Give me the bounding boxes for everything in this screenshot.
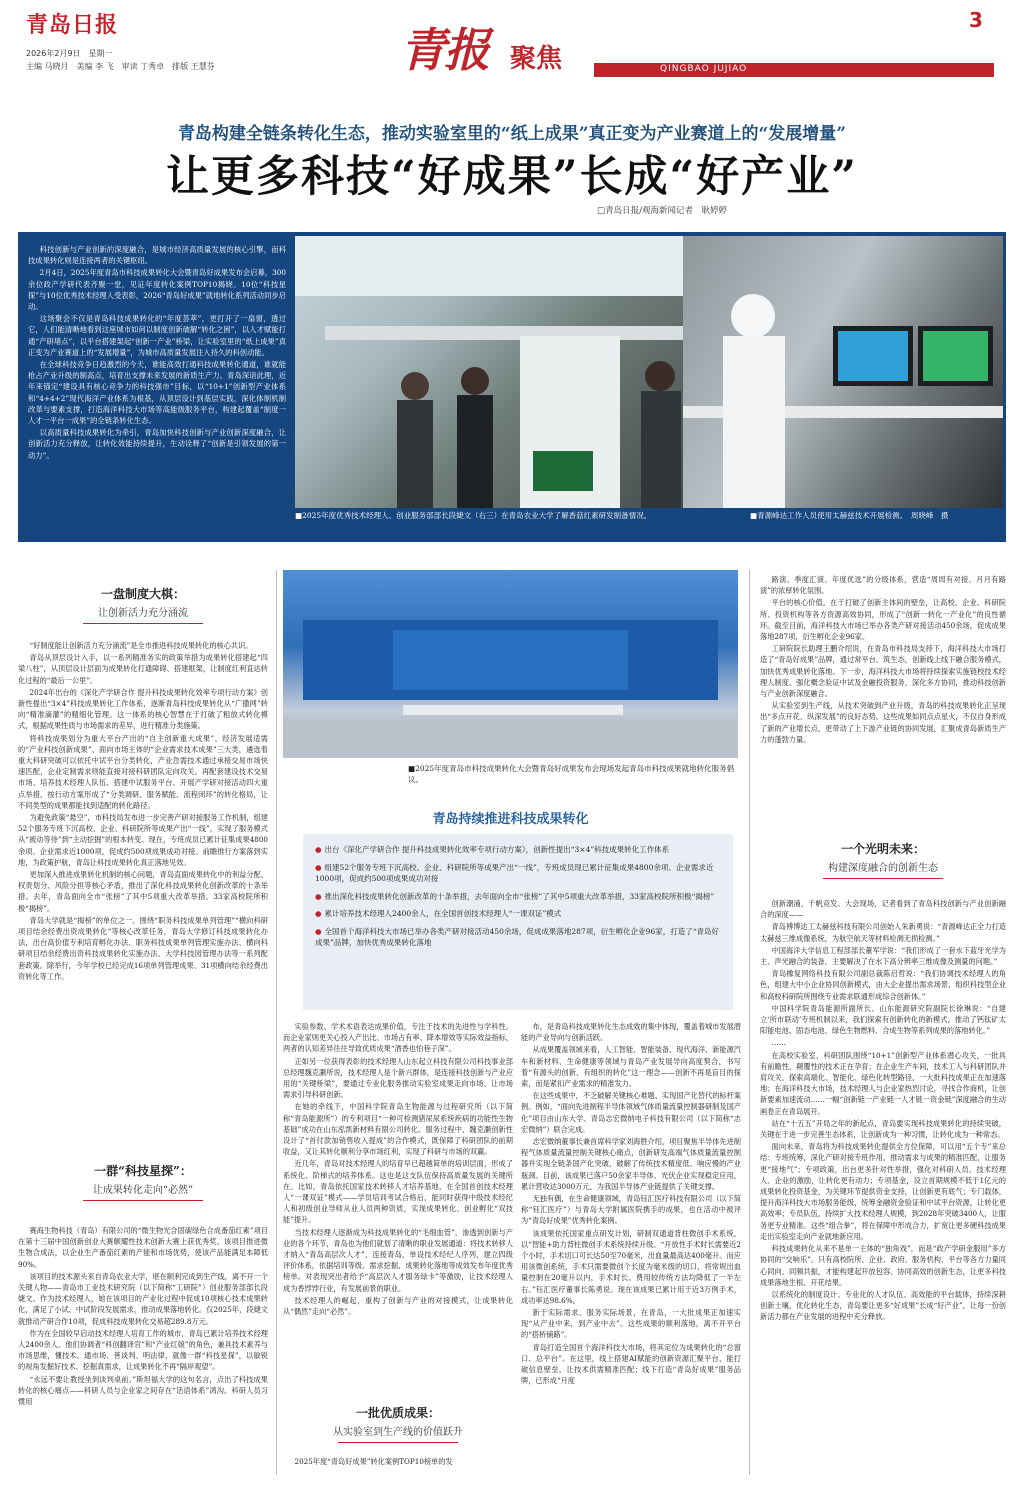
paragraph: 青岛傅博达工太赫兹科技有限公司创始人朱新勇说：“青源峰达正全力打造太赫兹三维成像系统，为航空航天等材料检测无损检测。” bbox=[760, 922, 1006, 943]
paragraph: 面向未来，青岛将为科技成果转化提供全方位保障，可以用“五个专”来总结：专班统筹，深化产研对接专班作用，推动需求与成果的精准匹配，让服务更“接地气”；专项政策，出台更多针对性举措，强化对科研人员、技术经理人、企业的激励，让转化更有动力；专项基金，设立首期规模不低于1亿元的成果转化投资基金，为关键环节提供资金支持，让创新更有底气；专门载体，提升海洋科技大市场服务能级，统筹金融资金验证和中试平台资源，让转化更高效率；专员队伍，持续扩大技术经理人规模，到2028年突破3400人，让服务更专业精准。这些“组合拳”，将在保障中形成合力，扩宽让更多硬科技成果走出实验室走向产业就地新应用。 bbox=[760, 1142, 1006, 1241]
bullet-icon: ● bbox=[315, 845, 322, 854]
paragraph: 科技成果转化从来不是单一主体的“独角戏”，而是“政产学研金服用”多方协同的“交响乐”。只有高校院所、企业、政府、服务机构、平台等各方力量同心同向、同频共振，才能构建起开放包容、协同高效的创新生态，让更多科技成果落地生根、开花结果。 bbox=[760, 1244, 1006, 1287]
section-subtitle: 从实验室到生产线的价值跃升 bbox=[333, 1427, 463, 1438]
paragraph: 技术经理人的崛起，重构了创新与产业的对接模式，让成果转化从“偶然”走向“必然”。 bbox=[283, 1295, 513, 1317]
paragraph: 中国海洋大学信息工程部部长董军学说：“我们形成了一套水下蓝牙光学为主、声光融合的装备，主要解决了在水下高分辨率三维成像及测量的问题。” bbox=[760, 945, 1006, 967]
paragraph: 将科技成果划分为重大平台产出的“自主创新重大成果”、经济发展适需的“产业科技创新成果”、面向市场主体的“企业需求技术成果”三大类，遴选着重大科研突破可以依托中试平台分类转化，产业急需技术通过承接交易市场快速匹配，企业定制需求则能直接对接科研团队定向攻关。再配套建设技术交易市场、培养技术经理人队伍、搭建中试服务平台、开展产学研对接活动四大重点举措，按行动方案形成了“分类调研、服务赋能、流程闭环”的转化格局，让不同类型的成果都能找到适配的转化路径。 bbox=[18, 733, 268, 810]
conference-illustration bbox=[283, 570, 738, 758]
article-headline: 让更多科技“好成果”长成“好产业” bbox=[166, 152, 858, 202]
article-column bbox=[283, 1456, 513, 1480]
section-brand: 青报 bbox=[400, 23, 488, 77]
section-brand-sub: 聚焦 bbox=[510, 44, 563, 74]
bullet-text: 累计培养技术经理人2400余人，在全国首创技术经理人“一课双证”模式 bbox=[324, 909, 562, 918]
paragraph: 创新潮涌，千帆竞发。大会现场，记者看到了青岛科技创新与产业创新融合的深度—— bbox=[760, 899, 1006, 920]
paragraph: 无独有偶，在生命健康领域，青岛钰汇医疗科技有限公司（以下简称“钰汇医疗”）与青岛大学附属医院携手的成果，也在活动中被评为“青岛好成果”优秀转化案例。 bbox=[521, 1194, 741, 1226]
paragraph: 该成果依托国家重点研发计划，研制双通道背柱微创手术系统，以“智能+助力背柱微创手术系统持续升级。“开放性手术时长需要近2个小时，手术切口可长达50至70毫米，出血量最高达400毫升。而应用该微创系统，手术只需要微创个长度为毫米级的切口，将常规出血量控制在20毫升以内，手术时长、费用较传统方法均降低了一半左右。”钰汇医疗董事长陈勇说。现在该成果已累计用于近3万例手术，成功率达98.6%。 bbox=[521, 1228, 741, 1305]
paragraph: 在这些成果中，不乏破解关键核心难题、实现国产化替代的标杆案例。例如，“面向先进制程半导体领域气体质量流量控制器研制及国产化”项目由山东大学、青岛志宏微纳电子科技有限公司（以下简称“志宏微纳”）联合完成。 bbox=[521, 1091, 741, 1134]
paragraph: 作为在全国较早启动技术经理人培育工作的城市，青岛已累计培养技术经理人2400余人。他们协调者“科创翻译官”和“产业红娘”的角色，兼具技术素养与市场思维，懂技术、通市场、善谈判、明法律，就像一群“科技星探”，以敏锐的视角发掘好技术、挖掘真需求，让成果转化不再“隔岸观望”。 bbox=[18, 1328, 268, 1372]
section-heading bbox=[760, 840, 1006, 879]
sidebar-box bbox=[303, 834, 733, 1010]
section-heading bbox=[18, 585, 268, 624]
section-title: 一群“科技星探”： bbox=[94, 1164, 192, 1178]
paragraph: 更加深入推进成果转化机制的核心问题，青岛直面成果转化中的利益分配、权责划分、风险分担等核心矛盾，推出了深化科技成果转化创新改革的十条举措。去年，青岛面向全市“张榜”了其中5项重大改革举措，33家高校院所积极“揭榜”。 bbox=[18, 870, 268, 913]
article-column bbox=[18, 1225, 268, 1477]
box-bullet bbox=[315, 844, 721, 856]
paragraph: 青岛从顶层设计入手，以一系列精准务实的政策举措为成果转化搭建起“四梁八柱”，从顶层设计层面为成果转化打通障碍、搭建框架，让制度红利直达转化过程的“最后一公里”。 bbox=[18, 653, 268, 685]
paragraph: …… bbox=[771, 1038, 786, 1048]
section-rule bbox=[338, 1442, 458, 1443]
newspaper-logo: 青岛日报 bbox=[26, 12, 119, 38]
conference-photo bbox=[283, 570, 738, 758]
bullet-icon: ● bbox=[315, 862, 322, 872]
paragraph: 当技术经理人逐渐成为科技成果转化的“毛细血管”，渗透到创新与产业的各个环节，青岛也为他们就划了清晰的职业发展通道：将技术转移人才纳入“青岛高层次人才”，连接青岛，单设技术经纪人序列，建立四级评价体系，依据培训等级、需求挖掘、成果转化落地等成效发布年度优秀榜单。对表现突出者给予“高层次人才服务绿卡”等激励，让技术经理人成为香饽饽行业，有发展前景的职业。 bbox=[283, 1227, 513, 1293]
article-column bbox=[760, 574, 1006, 814]
paragraph: 实验参数、学术术语表达成果价值，专注于技术的先进性与学科性。而企业家则更关心投入产出比、市场占有率、降本增效等实际效益指标，两者的认知差异往往导致优质成果“酒香也怕巷子深”。 bbox=[283, 1022, 513, 1054]
paragraph: 青岛大学就是“揭榜”的单位之一。围绕“职务科技成果单列管理”“横向科研项目结余经费出资成果转化”等核心改革任务，青岛大学修订科技成果转化办法，出台高价值专利培育孵化办法、职务科技成果单列管理实施办法、横向科研项目结余经费出资科技成果转化实施办法、大学科技园管理办法等一系列配套政策。除举行，今年学校已经完成16项单列管理成果、31项横向结余经费出资转化等工作。 bbox=[18, 915, 268, 981]
section-rule bbox=[83, 1200, 203, 1201]
lab-visit-illustration bbox=[295, 236, 725, 508]
column-divider bbox=[276, 570, 277, 1475]
paragraph: 正如另一位获得表彰的技术经理人山东起立科技有限公司科技事业部总经理魏克灏所说，技术经理人是个新兴群体，是连接科技创新与产业应用的“关键桥梁”，要通过专业化服务推动实验室成果走向市场、让市场需求引导科研创新。 bbox=[283, 1056, 513, 1100]
paragraph: 该项目的技术源头来自青岛农业大学，堪在顺利完成到生产线，离不开一个关键人物——青岛市工业技术研究院（以下简称“工研院”）创业服务部部长段婕文。作为技术经理人，她在该项目的产业化过程中促成10项核心技术成果转化，满足了小试、中试阶段发展需求，推动成果落地转化。仅2025年，段婕文就推动产研合作10项，促成科技成果转化交易超289.8万元。 bbox=[18, 1271, 268, 1326]
paragraph: 在她的牵线下，中国科学院青岛生物能源与过程研究所（以下简称“青岛能源所”）的专利项目“一种可检测猪尿尿系统疾病的功能性生物基础”成功在山东泓凯新材料有限公司转化。服务过程中，魏克灏创新性设计了“首付款加销售收入提成”的合作模式，既保障了科研团队的前期收益，又让其转化顺利分享市场红利，实现了科研与市场的双赢。 bbox=[283, 1102, 513, 1157]
article-column bbox=[521, 1021, 741, 1477]
section-title: 一个光明未来： bbox=[840, 842, 925, 856]
paragraph: 工研院院长助理王鹏介绍说，在青岛市科技局支持下，海洋科技大市场打造了“青岛好成果”品牌，通过常平台、筑生态，创新线上线下融合服务模式，加快优秀成果转化落地。下一步，海洋科技大市场将持续探索实施链校技术经理人制度、强化概念验证中试及金融投资服务，深化多方协同，推动科技创新与产业创新深度融合。 bbox=[760, 644, 1006, 699]
brand-bar bbox=[594, 63, 994, 77]
paragraph: 布，是青岛科技成果转化生态成效的集中体现，覆盖着城市发展潜能的产业导向与创新活跃。 bbox=[521, 1022, 741, 1043]
section-heading bbox=[18, 1162, 268, 1201]
hero-paragraph: 在全球科技竞争日趋激烈的今天，谁能高效打通科技成果转化通道，谁就能抢占产业升级的制高点，培育出支撑未来发展的新质生产力。青岛深谙此理，近年来锚定“建设具有核心竞争力的科技强市”目标，以“10+1”创新型产业体系和“4+4+2”现代海洋产业体系为根基，从顶层设计到基层实践，深化体制机制改革与要素支撑，打造海洋科技大市场等高能级服务平台，构建起覆盖“制度一人才一平台一成果”的全链条转化生态。 bbox=[28, 360, 286, 426]
section-subtitle: 构建深度融合的创新生态 bbox=[828, 863, 938, 874]
hero-paragraph: 科技创新与产业创新的深度融合，是城市经济高质量发展的核心引擎，而科技成果转化则是连接两者的关键枢纽。 bbox=[28, 245, 286, 266]
paragraph: 在高校实验室，科研团队围绕“10+1”创新型产业体系潜心攻关，一批具有前瞻性、颠覆性的技术正在孕育；在企业生产车间，技术工人与科研团队并肩攻关，探索高端化、智能化、绿色化转型路径，一大批科技成果正在加速落地；在海洋科技大市场，技术经理人与企业家热烈讨论，寻找合作商机，让创新要素加速流动……一幅“创新链一产业链一人才链一资金链”深度融合的生动画卷正在青岛展开。 bbox=[760, 1050, 1006, 1116]
bullet-icon: ● bbox=[315, 926, 322, 936]
section-subtitle: 让成果转化走向“必然” bbox=[92, 1185, 194, 1196]
section-subtitle: 让创新活力充分涌流 bbox=[98, 608, 188, 619]
box-bullet bbox=[315, 891, 721, 903]
paragraph: 为避免政策“悬空”，市科技局发布进一步完善产研对接服务工作机制，组建52个服务专班下沉高校、企业、科研院所等成果产出“一线”，实现了服务模式从“被动等待”到“主动挖掘”的根本转变。现在，专班成员已累计征集成果4800余项、企业需求近1000项，促成约500项成果成功对接。前瞻推行方案落到实地，为政策护航，青岛让科技成果转化真正落地见效。 bbox=[18, 813, 268, 867]
terahertz-illustration bbox=[683, 236, 1003, 508]
terahertz-test-photo bbox=[683, 236, 1003, 508]
paragraph: 青岛打造全国首个海洋科技大市场，将其定位为成果转化的“总窗口、总平台”。在这里，线上搭建AI赋能的创新资源汇聚平台，能打破信息壁垒，让技术供需精准匹配；线下打造“青岛好成果”服务品牌，已形成“月度 bbox=[521, 1342, 741, 1386]
column-divider bbox=[749, 570, 750, 1475]
conference-caption: ■2025年度青岛市科技成果转化大会暨青岛好成果发布会现场发起青岛市科技成果就地转化服务倡议。 bbox=[408, 764, 735, 784]
paragraph: “永远不要让教授坐到谈判桌前。”斯坦福大学的这句名言，点出了科技成果转化的核心痛点——科研人员与企业家之间存在“话语体系”鸿沟。科研人员习惯用 bbox=[18, 1374, 268, 1407]
paragraph: 从实验室到生产线，从技术突破到产业升级，青岛的科技成果转化正呈现出“多点开花、纵深发展”的良好态势。这些成果如同点点星火，不仅自身形成了新的产业增长点，更带动了上下游产业链的协同发展，汇聚成青岛新质生产力的蓬勃力量。 bbox=[760, 701, 1006, 744]
paragraph: 新于实际需求、服务实际场景，在青岛，一大批成果正加速实现“从产业中来，到产业中去”。这些成果的顺利落地，离不开平台的“搭桥铺路”。 bbox=[521, 1308, 741, 1340]
hero-intro bbox=[28, 244, 286, 534]
article-byline: □青岛日报/观海新闻记者 耿婷婷 bbox=[597, 206, 727, 216]
bullet-icon: ● bbox=[315, 891, 322, 901]
lab-visit-photo bbox=[295, 236, 725, 508]
hero-paragraph: 这场聚会不仅是青岛科技成果转化的“年度荟萃”，更打开了一扇窗，透过它，人们能清晰地看到这座城市如何以制度创新破解“转化之困”，以人才赋能打通“产研堵点”，以平台搭建架起“创新一产业”桥梁，让实验室里的“纸上成果”真正变为产业赛道上的“发展增量”，为城市高质量发展注入持久的科创动能。 bbox=[28, 314, 286, 357]
staff-credits: 主编 马晓月 美编 李 飞 审读 丁秀卓 排版 王慧芬 bbox=[26, 62, 215, 71]
paragraph: 路演、季度汇演、年度优选”的分级体系，营造“周周有对接、月月有路演”的浓厚转化氛围。 bbox=[760, 575, 1006, 596]
section-heading bbox=[283, 1404, 513, 1443]
box-bullet bbox=[315, 926, 721, 949]
section-title: 一盘制度大棋： bbox=[100, 587, 185, 601]
bullet-icon: ● bbox=[315, 909, 322, 918]
paragraph: 近几年，青岛对技术经理人的培育早已超越简单的培训层面，形成了系统化、阶梯式的培养体系。这也是这支队伍保持高质量发展的关键所在。比如，青岛依托国家技术转移人才培养基地，在全国首创技术经理人“一课双证”模式——学员培训考试合格后，能同时获得中级技术经纪人和初级创业导师从业人员两种资质，实现成果转化、创业孵化“双技能”提升。 bbox=[283, 1159, 513, 1225]
paragraph: 2025年度“青岛好成果”转化案例TOP10榜单的发 bbox=[294, 1457, 453, 1466]
paragraph: 青岛橡复网络科技有限公司副总裁陈启哲说：“我们协调技术经理人的角色，组建大中小企业协同创新模式，由大企业提出需求场景，组织科技型企业和高校科研院所围绕专业需求联通形成综合创新体。” bbox=[760, 969, 1006, 1001]
hero-paragraph: 2月4日，2025年度青岛市科技成果转化大会暨青岛好成果发布会启幕，300余位政产学研代表齐聚一堂，见证年度转化案例TOP10揭晓、10位“科技星探”与10位优秀技术经理人受表彰，2026“青岛好成果”就地转化系列活动同步启动。 bbox=[28, 268, 286, 312]
section-rule bbox=[83, 623, 203, 624]
section-pinyin: QINGBAO JUJIAO bbox=[660, 64, 748, 74]
box-bullet bbox=[315, 908, 721, 920]
bullet-text: 出台《深化产学研合作 提升科技成果转化效率专项行动方案》，创新性提出“3×4”科技成果转化工作体系 bbox=[324, 845, 670, 854]
paragraph: 站在“十五五”开局之年的新起点，青岛要实现科技成果转化的持续突破，关键在于进一步完善生态体系，让创新成为一种习惯，让转化成为一种常态。 bbox=[760, 1118, 1006, 1140]
sidebar-box-title: 青岛持续推进科技成果转化 bbox=[432, 812, 589, 827]
issue-date: 2026年2月9日 星期一 bbox=[26, 49, 113, 58]
paragraph: 赛海生物科技（青岛）有限公司的“微生物光合固碳绿色合成番茄红素”项目在第十三届中国创新创业大赛颇耀性技术创新大赛上获优秀奖。该项目推进微生物合成法，以企业生产番茄红素的产能和市场优势，使该产品能满足本障低90%。 bbox=[18, 1226, 268, 1269]
section-rule bbox=[823, 878, 943, 879]
paragraph: 以系统化的制度设计、专业化的人才队伍、高效能的平台载体，持续深耕创新土壤，优化转化生态，青岛要让更多“好成果”长成“好产业”，让每一份创新活力都在产业发展的进程中充分释放。 bbox=[760, 1289, 1006, 1322]
article-subhead: 青岛构建全链条转化生态，推动实验室里的“纸上成果”真正变为产业赛道上的“发展增量” bbox=[177, 124, 847, 144]
section-title: 一批优质成果： bbox=[355, 1406, 440, 1420]
paragraph: 2024年出台的《深化产学研合作 提升科技成果转化效率专项行动方案》创新性提出“3×4”科技成果转化工作体系，逐渐青岛科技成果转化从“广撒网”转向“精准滴灌”的精细化管理。这一体系的核心智慧在于打破了粗放式转化模式，根据成果性质与市场需求的差异，进行精准分类施策。 bbox=[18, 687, 268, 731]
paragraph: 志宏微纳董事长兼首席科学家刘海胜介绍，项目聚焦半导体先进制程气体质量流量控制关键核心痛点，创新研发高端气体质量流量控制器并实现全链条国产化突破，破解了传统技术精度低、响应慢的产业瓶颈。目前，该成果已落户50余家半导体、光伏企业实现稳定应用，累计营收达3000万元，为我国半导体产业链提供了关键支撑。 bbox=[521, 1137, 741, 1191]
paragraph: 平台的核心价值，在于打破了创新主体间的壁垒，让高校、企业、科研院所、投资机构等各方资源高效协同，形成了“创新一转化一产业化”的良性循环。截至目前，海洋科技大市场已举办各类产研对接活动450余场，促成成果落地287项，衍生孵化企业96家。 bbox=[760, 598, 1006, 642]
bullet-text: 组建52个服务专班下沉高校、企业、科研院所等成果产出“一线”，专班成员现已累计征集成果4800余项、企业需求近1000项，促成约500项成果成功对接 bbox=[315, 862, 714, 883]
page-number: 3 bbox=[969, 8, 983, 32]
box-bullet bbox=[315, 862, 721, 885]
hero-paragraph: 以高质量科技成果转化为牵引，青岛加快科技创新与产业创新深度融合，让创新活力充分释放，让转化效能持续提升，生动诠释了“创新是引领发展的第一动力”。 bbox=[28, 428, 286, 460]
photo2-caption: ■青源峰达工作人员使用太赫兹技术开展检测。 周晓峰 摄 bbox=[750, 511, 949, 520]
paragraph: 从成果覆盖领域来看，人工智能、智能装备、现代海洋、新能源汽车和新材料、生命健康等领域与青岛产业发展导向高度契合，书写着“有源头的创新、有组织的转化”这一理念——创新不再是盲目的探索，而是紧扣产业需求的精准发力。 bbox=[521, 1045, 741, 1089]
article-column bbox=[18, 640, 268, 1100]
photo1-caption: ■2025年度优秀技术经理人、创业服务部部长段婕文（右三）在青岛农业大学了解香菇红素研发制备情况。 bbox=[295, 511, 652, 520]
bullet-text: 推出深化科技成果转化创新改革的十条举措，去年面向全市“张榜”了其中5项重大改革举措，33家高校院所积极“揭榜” bbox=[324, 891, 715, 901]
article-column bbox=[283, 1021, 513, 1396]
paragraph: “好制度能让创新活力充分涌流”是全市推进科技成果转化的核心共识。 bbox=[29, 641, 253, 650]
bullet-text: 全国首个海洋科技大市场已举办各类产研对接活动450余场，促成成果落地287项，衍生孵化企业96家，打造了“青岛好成果”品牌，加快优秀成果转化落地 bbox=[315, 926, 720, 947]
paragraph: 中国科学院青岛能源所副所长、山东能源研究院副院长徐琳说：“自建立‘所市联动’专班机制以来，我们探索有创新转化的新模式，推动了钙钛矿太阳能电池、固态电池、绿色生物燃料、合成生物等系列成果的落地转化。” bbox=[760, 1003, 1006, 1036]
article-column bbox=[760, 898, 1006, 1478]
